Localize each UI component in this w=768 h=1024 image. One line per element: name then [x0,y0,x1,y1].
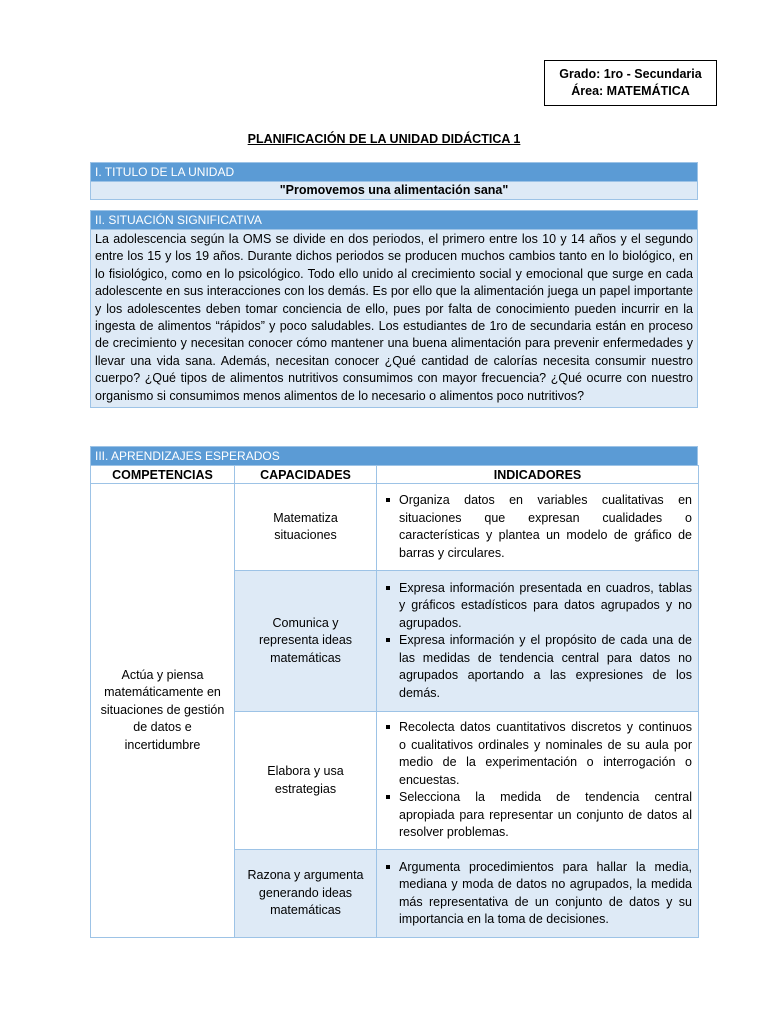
indicadores-cell [377,850,699,938]
document-title: PLANIFICACIÓN DE LA UNIDAD DIDÁCTICA 1 [247,132,521,146]
capacidad-cell: Matematiza situaciones [235,484,377,571]
capacidad-cell: Elabora y usa estrategias [235,712,377,850]
indicadores-cell [377,712,699,850]
situation-text: La adolescencia según la OMS se divide en dos periodos, el primero entre los 10 y 14 años y el segundo entre los 15 y los 19 años. Durante dichos periodos se producen muchos cambios tanto en lo biológico, en lo fisiológico, como en lo psicológico. Todo ello unido al crecimiento social y emocional que surge en cada adolescente en sus interacciones con los demás. Es por ello que la alimentación juega un papel importante y los adolescentes deben tomar conciencia de ello, pues por falta de conocimiento pueden incurrir en la ingesta de alimentos “rápidos” y poco saludables. Los estudiantes de 1ro de secundaria están en proceso de crecimiento y necesitan conocer cómo mantener una buena alimentación para prevenir enfermedades y llevar una vida sana. Además, necesitan conocer ¿Qué cantidad de calorías necesita consumir nuestro cuerpo? ¿Qué tipos de alimentos nutritivos consumimos con mayor frecuencia? ¿Qué ocurre con nuestro organismo si consumimos menos alimentos de lo necesario o alimentos poco nutritivos? [95,232,693,403]
indicator-item: Expresa información y el propósito de cada una de las medidas de tendencia central para datos no agrupados aportando a las expresiones de los demás. [381,632,692,702]
section-heading: II. SITUACIÓN SIGNIFICATIVA [90,210,698,229]
table-header-row [91,466,699,484]
indicadores-cell [377,571,699,712]
indicator-item: Expresa información presentada en cuadros, tablas y gráficos estadísticos para datos agrupados y no agrupados. [381,580,692,633]
competencia-cell: Actúa y piensa matemáticamente en situaciones de gestión de datos e incertidumbre [91,484,235,938]
area-label: Área: MATEMÁTICA [571,84,690,98]
column-header-competencias: COMPETENCIAS [91,466,235,484]
section-unit-title [90,162,698,200]
capacidad-cell: Razona y argumenta generando ideas matemáticas [235,850,377,938]
section-situation [90,210,698,408]
indicator-item: Organiza datos en variables cualitativas en situaciones que expresan cualidades o características y plantea un modelo de gráfico de barras y circulares. [381,492,692,562]
learning-table [90,465,699,938]
indicadores-cell [377,484,699,571]
section-learning [90,446,698,938]
indicator-item: Selecciona la medida de tendencia central apropiada para representar un conjunto de datos al resolver problemas. [381,789,692,842]
grade-label: Grado: 1ro - Secundaria [559,67,702,81]
column-header-capacidades: CAPACIDADES [235,466,377,484]
indicator-item: Recolecta datos cuantitativos discretos y continuos o cualitativos ordinales y nominales de su aula por medio de la experimentación o interrogación o encuestas. [381,719,692,789]
unit-title: "Promovemos una alimentación sana" [279,183,509,197]
grade-area-box [544,60,717,106]
indicator-item: Argumenta procedimientos para hallar la media, mediana y moda de datos no agrupados, la medida más representativa de un conjunto de datos y su importancia en la toma de decisiones. [381,859,692,929]
section-heading: III. APRENDIZAJES ESPERADOS [90,446,698,465]
column-header-indicadores: INDICADORES [377,466,699,484]
capacidad-cell: Comunica y representa ideas matemáticas [235,571,377,712]
table-row [91,484,699,571]
section-heading: I. TITULO DE LA UNIDAD [90,162,698,181]
